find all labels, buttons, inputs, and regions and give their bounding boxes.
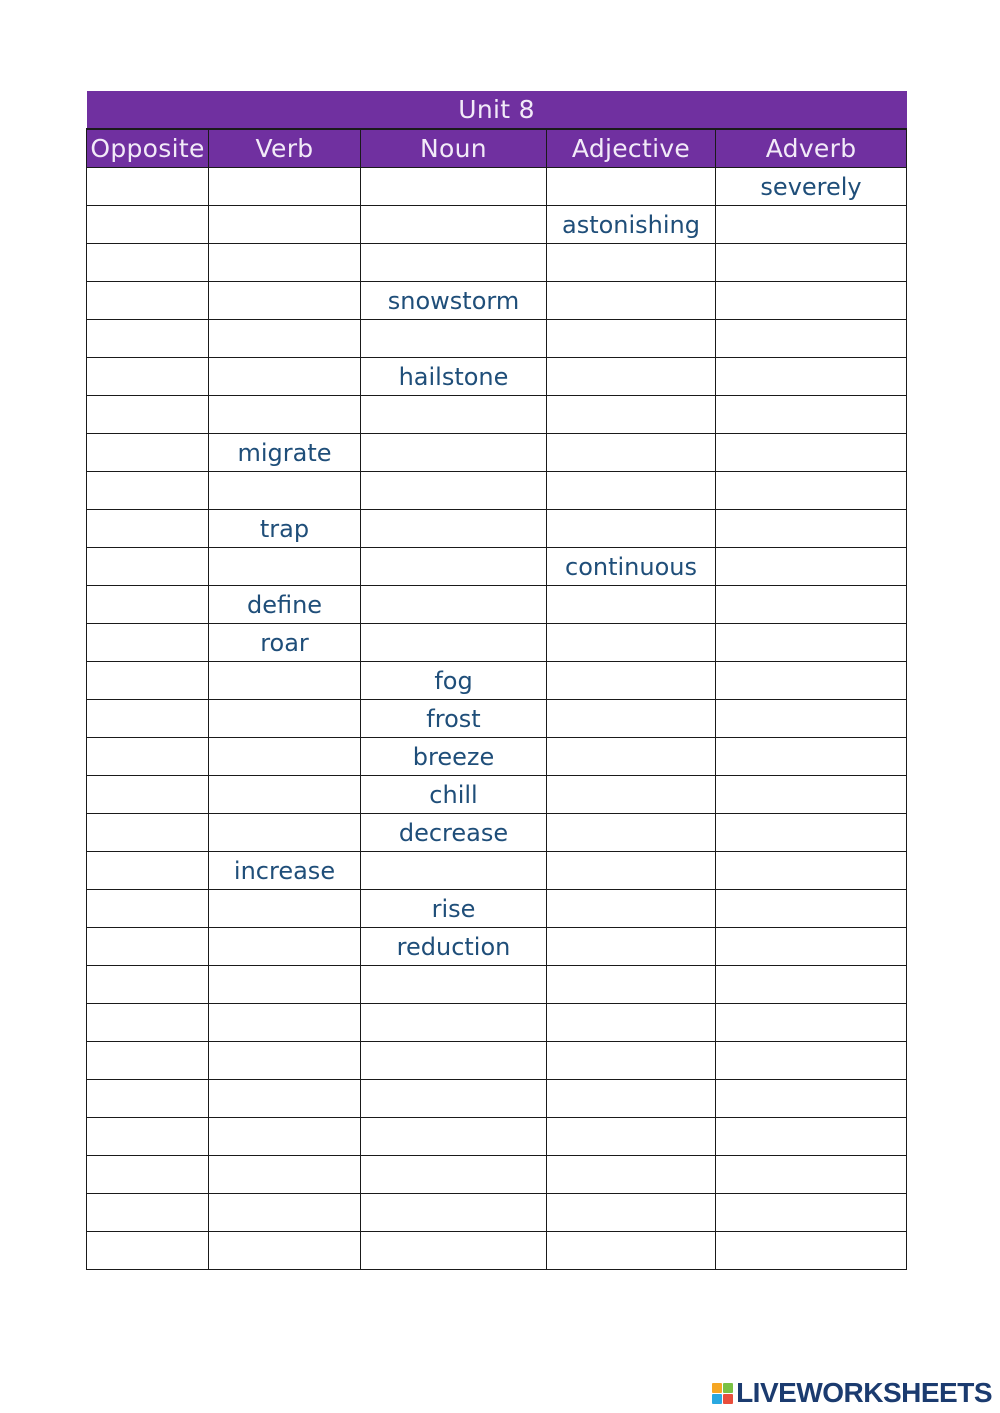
adverb-answer-cell[interactable]: [716, 548, 907, 586]
opposite-answer-cell[interactable]: [87, 320, 209, 358]
table-row: [87, 1004, 907, 1042]
table-row: [87, 472, 907, 510]
opposite-answer-cell[interactable]: [87, 548, 209, 586]
noun-answer-cell[interactable]: [361, 624, 547, 662]
verb-answer-cell[interactable]: [209, 776, 361, 814]
adverb-answer-cell[interactable]: [716, 1042, 907, 1080]
opposite-answer-cell[interactable]: [87, 852, 209, 890]
verb-answer-cell[interactable]: [209, 472, 361, 510]
verb-answer-cell[interactable]: [209, 396, 361, 434]
adverb-answer-cell[interactable]: [716, 966, 907, 1004]
liveworksheets-logo-icon: [712, 1383, 733, 1404]
adjective-answer-cell[interactable]: [547, 358, 716, 396]
table-row: [87, 1042, 907, 1080]
noun-answer-cell[interactable]: [361, 1156, 547, 1194]
verb-entry: define: [209, 586, 361, 624]
verb-answer-cell[interactable]: [209, 1080, 361, 1118]
adjective-answer-cell[interactable]: [547, 700, 716, 738]
opposite-answer-cell[interactable]: [87, 1004, 209, 1042]
opposite-answer-cell[interactable]: [87, 624, 209, 662]
adverb-answer-cell[interactable]: [716, 358, 907, 396]
adjective-answer-cell[interactable]: [547, 1118, 716, 1156]
noun-answer-cell[interactable]: [361, 1232, 547, 1270]
table-row: [87, 700, 907, 738]
adjective-answer-cell[interactable]: [547, 282, 716, 320]
noun-entry: reduction: [361, 928, 547, 966]
table-title: Unit 8: [87, 91, 907, 129]
opposite-answer-cell[interactable]: [87, 206, 209, 244]
opposite-answer-cell[interactable]: [87, 472, 209, 510]
table-row: [87, 434, 907, 472]
opposite-answer-cell[interactable]: [87, 776, 209, 814]
adjective-answer-cell[interactable]: [547, 966, 716, 1004]
noun-entry: chill: [361, 776, 547, 814]
table-row: [87, 586, 907, 624]
opposite-answer-cell[interactable]: [87, 510, 209, 548]
verb-answer-cell[interactable]: [209, 244, 361, 282]
adjective-answer-cell[interactable]: [547, 472, 716, 510]
adverb-answer-cell[interactable]: [716, 814, 907, 852]
table-row: [87, 282, 907, 320]
adjective-answer-cell[interactable]: [547, 510, 716, 548]
opposite-answer-cell[interactable]: [87, 1232, 209, 1270]
table-row: [87, 738, 907, 776]
opposite-answer-cell[interactable]: [87, 358, 209, 396]
verb-answer-cell[interactable]: [209, 1194, 361, 1232]
noun-answer-cell[interactable]: [361, 244, 547, 282]
column-header-adjective: Adjective: [547, 129, 716, 168]
adjective-answer-cell[interactable]: [547, 586, 716, 624]
table-row: [87, 814, 907, 852]
noun-entry: frost: [361, 700, 547, 738]
adverb-answer-cell[interactable]: [716, 662, 907, 700]
adjective-answer-cell[interactable]: [547, 320, 716, 358]
adverb-answer-cell[interactable]: [716, 244, 907, 282]
verb-answer-cell[interactable]: [209, 206, 361, 244]
noun-answer-cell[interactable]: [361, 510, 547, 548]
adverb-answer-cell[interactable]: [716, 890, 907, 928]
adjective-answer-cell[interactable]: [547, 396, 716, 434]
opposite-answer-cell[interactable]: [87, 1118, 209, 1156]
adverb-answer-cell[interactable]: [716, 472, 907, 510]
noun-entry: decrease: [361, 814, 547, 852]
noun-entry: rise: [361, 890, 547, 928]
table-row: [87, 852, 907, 890]
adjective-answer-cell[interactable]: [547, 814, 716, 852]
verb-answer-cell[interactable]: [209, 1042, 361, 1080]
verb-answer-cell[interactable]: [209, 1118, 361, 1156]
table-row: [87, 776, 907, 814]
opposite-answer-cell[interactable]: [87, 282, 209, 320]
verb-entry: migrate: [209, 434, 361, 472]
opposite-answer-cell[interactable]: [87, 168, 209, 206]
opposite-answer-cell[interactable]: [87, 662, 209, 700]
table-row: [87, 890, 907, 928]
adjective-answer-cell[interactable]: [547, 1156, 716, 1194]
noun-answer-cell[interactable]: [361, 1194, 547, 1232]
opposite-answer-cell[interactable]: [87, 1156, 209, 1194]
opposite-answer-cell[interactable]: [87, 396, 209, 434]
adjective-answer-cell[interactable]: [547, 852, 716, 890]
verb-answer-cell[interactable]: [209, 1004, 361, 1042]
opposite-answer-cell[interactable]: [87, 928, 209, 966]
verb-answer-cell[interactable]: [209, 814, 361, 852]
table-row: [87, 244, 907, 282]
noun-answer-cell[interactable]: [361, 1004, 547, 1042]
table-row: [87, 1156, 907, 1194]
verb-answer-cell[interactable]: [209, 928, 361, 966]
table-row: [87, 206, 907, 244]
adjective-answer-cell[interactable]: [547, 1042, 716, 1080]
adverb-answer-cell[interactable]: [716, 1118, 907, 1156]
noun-answer-cell[interactable]: [361, 168, 547, 206]
table-row: [87, 624, 907, 662]
adverb-answer-cell[interactable]: [716, 738, 907, 776]
column-header-opposite: Opposite: [87, 129, 209, 168]
opposite-answer-cell[interactable]: [87, 738, 209, 776]
noun-answer-cell[interactable]: [361, 472, 547, 510]
verb-answer-cell[interactable]: [209, 890, 361, 928]
adverb-answer-cell[interactable]: [716, 1232, 907, 1270]
table-row: [87, 1194, 907, 1232]
adverb-answer-cell[interactable]: [716, 320, 907, 358]
noun-entry: fog: [361, 662, 547, 700]
adverb-answer-cell[interactable]: [716, 282, 907, 320]
column-header-row: [87, 129, 907, 168]
adjective-answer-cell[interactable]: [547, 244, 716, 282]
adjective-answer-cell[interactable]: [547, 624, 716, 662]
adverb-answer-cell[interactable]: [716, 206, 907, 244]
verb-answer-cell[interactable]: [209, 1156, 361, 1194]
logo-text: LIVEWORKSHEETS: [736, 1377, 992, 1408]
opposite-answer-cell[interactable]: [87, 890, 209, 928]
noun-answer-cell[interactable]: [361, 1042, 547, 1080]
adjective-answer-cell[interactable]: [547, 168, 716, 206]
opposite-answer-cell[interactable]: [87, 966, 209, 1004]
noun-entry: snowstorm: [361, 282, 547, 320]
adverb-answer-cell[interactable]: [716, 1156, 907, 1194]
adjective-entry: continuous: [547, 548, 716, 586]
adjective-answer-cell[interactable]: [547, 1194, 716, 1232]
table-row: [87, 1232, 907, 1270]
column-header-noun: Noun: [361, 129, 547, 168]
table-row: [87, 662, 907, 700]
noun-answer-cell[interactable]: [361, 1080, 547, 1118]
adjective-entry: astonishing: [547, 206, 716, 244]
noun-answer-cell[interactable]: [361, 1118, 547, 1156]
adverb-answer-cell[interactable]: [716, 1004, 907, 1042]
verb-answer-cell[interactable]: [209, 548, 361, 586]
adverb-answer-cell[interactable]: [716, 700, 907, 738]
adverb-answer-cell[interactable]: [716, 434, 907, 472]
adjective-answer-cell[interactable]: [547, 434, 716, 472]
table-row: [87, 1080, 907, 1118]
column-header-adverb: Adverb: [716, 129, 907, 168]
verb-answer-cell[interactable]: [209, 320, 361, 358]
noun-answer-cell[interactable]: [361, 966, 547, 1004]
adverb-answer-cell[interactable]: [716, 624, 907, 662]
table-row: [87, 548, 907, 586]
adverb-answer-cell[interactable]: [716, 396, 907, 434]
adjective-answer-cell[interactable]: [547, 662, 716, 700]
noun-answer-cell[interactable]: [361, 320, 547, 358]
adverb-answer-cell[interactable]: [716, 852, 907, 890]
verb-answer-cell[interactable]: [209, 700, 361, 738]
adverb-answer-cell[interactable]: [716, 1080, 907, 1118]
table-row: [87, 396, 907, 434]
opposite-answer-cell[interactable]: [87, 1042, 209, 1080]
adjective-answer-cell[interactable]: [547, 738, 716, 776]
opposite-answer-cell[interactable]: [87, 700, 209, 738]
noun-answer-cell[interactable]: [361, 548, 547, 586]
verb-answer-cell[interactable]: [209, 358, 361, 396]
noun-entry: breeze: [361, 738, 547, 776]
noun-answer-cell[interactable]: [361, 396, 547, 434]
opposite-answer-cell[interactable]: [87, 814, 209, 852]
verb-entry: increase: [209, 852, 361, 890]
verb-answer-cell[interactable]: [209, 662, 361, 700]
opposite-answer-cell[interactable]: [87, 1080, 209, 1118]
adverb-answer-cell[interactable]: [716, 510, 907, 548]
adjective-answer-cell[interactable]: [547, 928, 716, 966]
adjective-answer-cell[interactable]: [547, 776, 716, 814]
opposite-answer-cell[interactable]: [87, 244, 209, 282]
adverb-entry: severely: [716, 168, 907, 206]
verb-answer-cell[interactable]: [209, 282, 361, 320]
table-row: [87, 1118, 907, 1156]
adjective-answer-cell[interactable]: [547, 890, 716, 928]
opposite-answer-cell[interactable]: [87, 586, 209, 624]
adjective-answer-cell[interactable]: [547, 1080, 716, 1118]
noun-answer-cell[interactable]: [361, 852, 547, 890]
table-row: [87, 358, 907, 396]
noun-answer-cell[interactable]: [361, 586, 547, 624]
noun-entry: hailstone: [361, 358, 547, 396]
verb-answer-cell[interactable]: [209, 1232, 361, 1270]
table-row: [87, 320, 907, 358]
verb-answer-cell[interactable]: [209, 738, 361, 776]
noun-answer-cell[interactable]: [361, 206, 547, 244]
adjective-answer-cell[interactable]: [547, 1232, 716, 1270]
table-row: [87, 928, 907, 966]
verb-entry: trap: [209, 510, 361, 548]
vocabulary-table: [86, 91, 907, 1270]
table-row: [87, 510, 907, 548]
verb-answer-cell[interactable]: [209, 168, 361, 206]
liveworksheets-logo: [712, 1378, 992, 1408]
adverb-answer-cell[interactable]: [716, 928, 907, 966]
opposite-answer-cell[interactable]: [87, 434, 209, 472]
adverb-answer-cell[interactable]: [716, 586, 907, 624]
table-body: [87, 168, 907, 1270]
table-row: [87, 966, 907, 1004]
table-row: [87, 168, 907, 206]
noun-answer-cell[interactable]: [361, 434, 547, 472]
adjective-answer-cell[interactable]: [547, 1004, 716, 1042]
opposite-answer-cell[interactable]: [87, 1194, 209, 1232]
column-header-verb: Verb: [209, 129, 361, 168]
verb-answer-cell[interactable]: [209, 966, 361, 1004]
adverb-answer-cell[interactable]: [716, 776, 907, 814]
adverb-answer-cell[interactable]: [716, 1194, 907, 1232]
verb-entry: roar: [209, 624, 361, 662]
